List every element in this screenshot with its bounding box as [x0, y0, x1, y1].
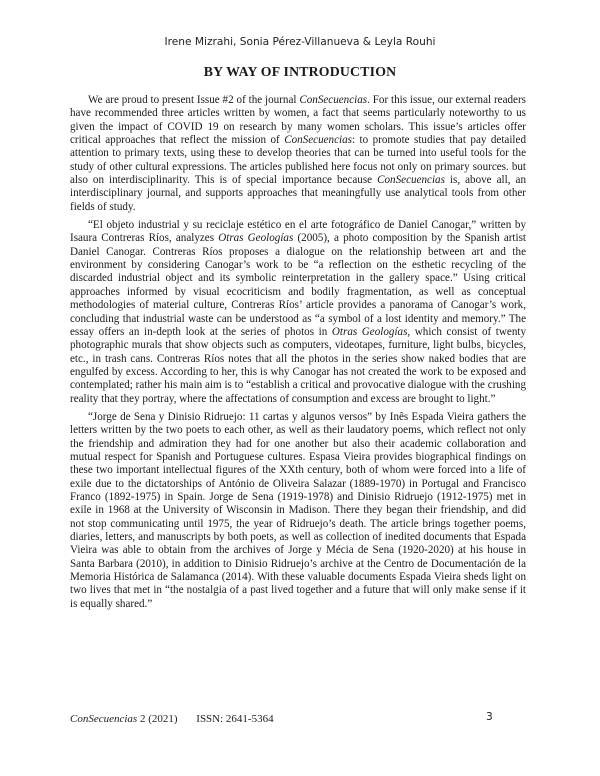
- text-run: (2005), a photo composition by the Spanish artist Daniel Canogar. Contreras Ríos proposes a dialogue on the relationship between art and the environment by considering Canogar’s work to be “a reflection on the esthetic recycling of the discarded industrial object and its symbolic reinterpretation in the gallery space.” Using critical approaches informed by visual ecocriticism and bodily fragmentation, as well as conceptual methodologies of material culture, Contreras Ríos’ article provides a panorama of Canogar’s work, concluding that industrial waste can be understood as “a symbol of a lost identity and memory.” The essay offers an in-depth look at the series of photos in: [70, 232, 526, 338]
- text-run: “El objeto industrial y su reciclaje estético en el arte fotográfico de Daniel Canogar,” written by Isaura Contreras Ríos, analyzes: [70, 219, 526, 245]
- paragraph-contreras: [70, 219, 526, 406]
- italic-title-run: ConSecuencias: [299, 94, 368, 106]
- italic-title-run: Otras Geologías: [331, 325, 408, 338]
- text-run: “Jorge de Sena y Dinisio Ridruejo: 11 cartas y algunos versos” by Inês Espada Vieira gathers the letters written by the two poets to each other, as well as their laudatory poems, which reflect not only the friendship and admiration they had for one another but also their academic collaboration and mutual respect for Spanish and Portuguese cultures. Espasa Vieira provides biographical findings on these two important intellectual figures of the XXth century, both of whom were forced into a life of exile due to the dictatorships of António de Oliveira Salazar (1889-1970) in Portugal and Francisco Franco (1892-1975) in Spain. Jorge de Sena (1919-1978) and Dinisio Ridruejo (1912-1975) met in exile in 1968 at the University of Wisconsin in Madison. There they began their friendship, and did not stop communicating until 1975, the year of Ridruejo’s death. The article brings together poems, diaries, letters, and manuscripts by both poets, as well as collection of inedited documents that Espada Vieira was able to obtain from the archives of Jorge y Mécia de Sena (1920-2020) at his house in Santa Barbara (2010), in addition to Dinisio Ridruejo’s archive at the Centro de Documentación de la Memoria Histórica de Salamanca (2014). With these valuable documents Espada Vieira sheds light on two lives that met in “the nostalgia of a past lived together and a future that will only make sense if it is equally shared.”: [70, 410, 526, 610]
- footer-issn: ISSN: 2641-5364: [196, 713, 274, 725]
- page-title: BY WAY OF INTRODUCTION: [203, 64, 397, 79]
- text-run: is, above all, an interdisciplinary journal, and supports approaches that meaningfully use analytical tools from other fields of study.: [70, 174, 526, 213]
- paragraph-espada-vieira: [70, 411, 526, 611]
- footer-volume: 2 (2021): [139, 713, 178, 725]
- italic-title-run: Otras Geologías: [218, 232, 294, 245]
- page-number: 3: [486, 711, 493, 723]
- paragraph-intro: [70, 94, 526, 214]
- page-footer: [70, 713, 274, 725]
- article-body: [70, 94, 526, 611]
- text-run: . For this issue, our external readers have recommended three articles written by women, a fact that seems particularly noteworthy to us given the impact of COVID 19 on research by many women scholars. This issue’s articles offer critical approaches that reflect the mission of: [70, 94, 526, 147]
- text-run: , which consist of twenty photographic murals that show objects such as computers, videotapes, furniture, light bulbs, bicycles, etc., in trash cans. Contreras Ríos notes that all the photos in the series show naked bodies that are engulfed by excess. According to her, this is why Canogar has not created the work to be exposed and contemplated; rather his main aim is to “establish a critical and provocative dialogue with the crushing reality that they portray, where the affectations of consumption and excess are brought to light.”: [70, 325, 526, 405]
- italic-title-run: ConSecuencias: [284, 134, 352, 147]
- text-run: : to promote studies that pay detailed attention to primary texts, using these to develop theories that can be turned into useful tools for the study of other cultural expressions. The articles published here focus not only on primary sources. but also on interdisciplinarity. This is of special importance because: [70, 134, 526, 187]
- text-run: We are proud to present Issue #2 of the journal: [88, 94, 300, 106]
- footer-journal-name: ConSecuencias: [70, 713, 138, 725]
- italic-title-run: ConSecuencias: [377, 174, 445, 187]
- running-head: Irene Mizrahi, Sonia Pérez-Villanueva & Leyla Rouhi: [164, 36, 436, 48]
